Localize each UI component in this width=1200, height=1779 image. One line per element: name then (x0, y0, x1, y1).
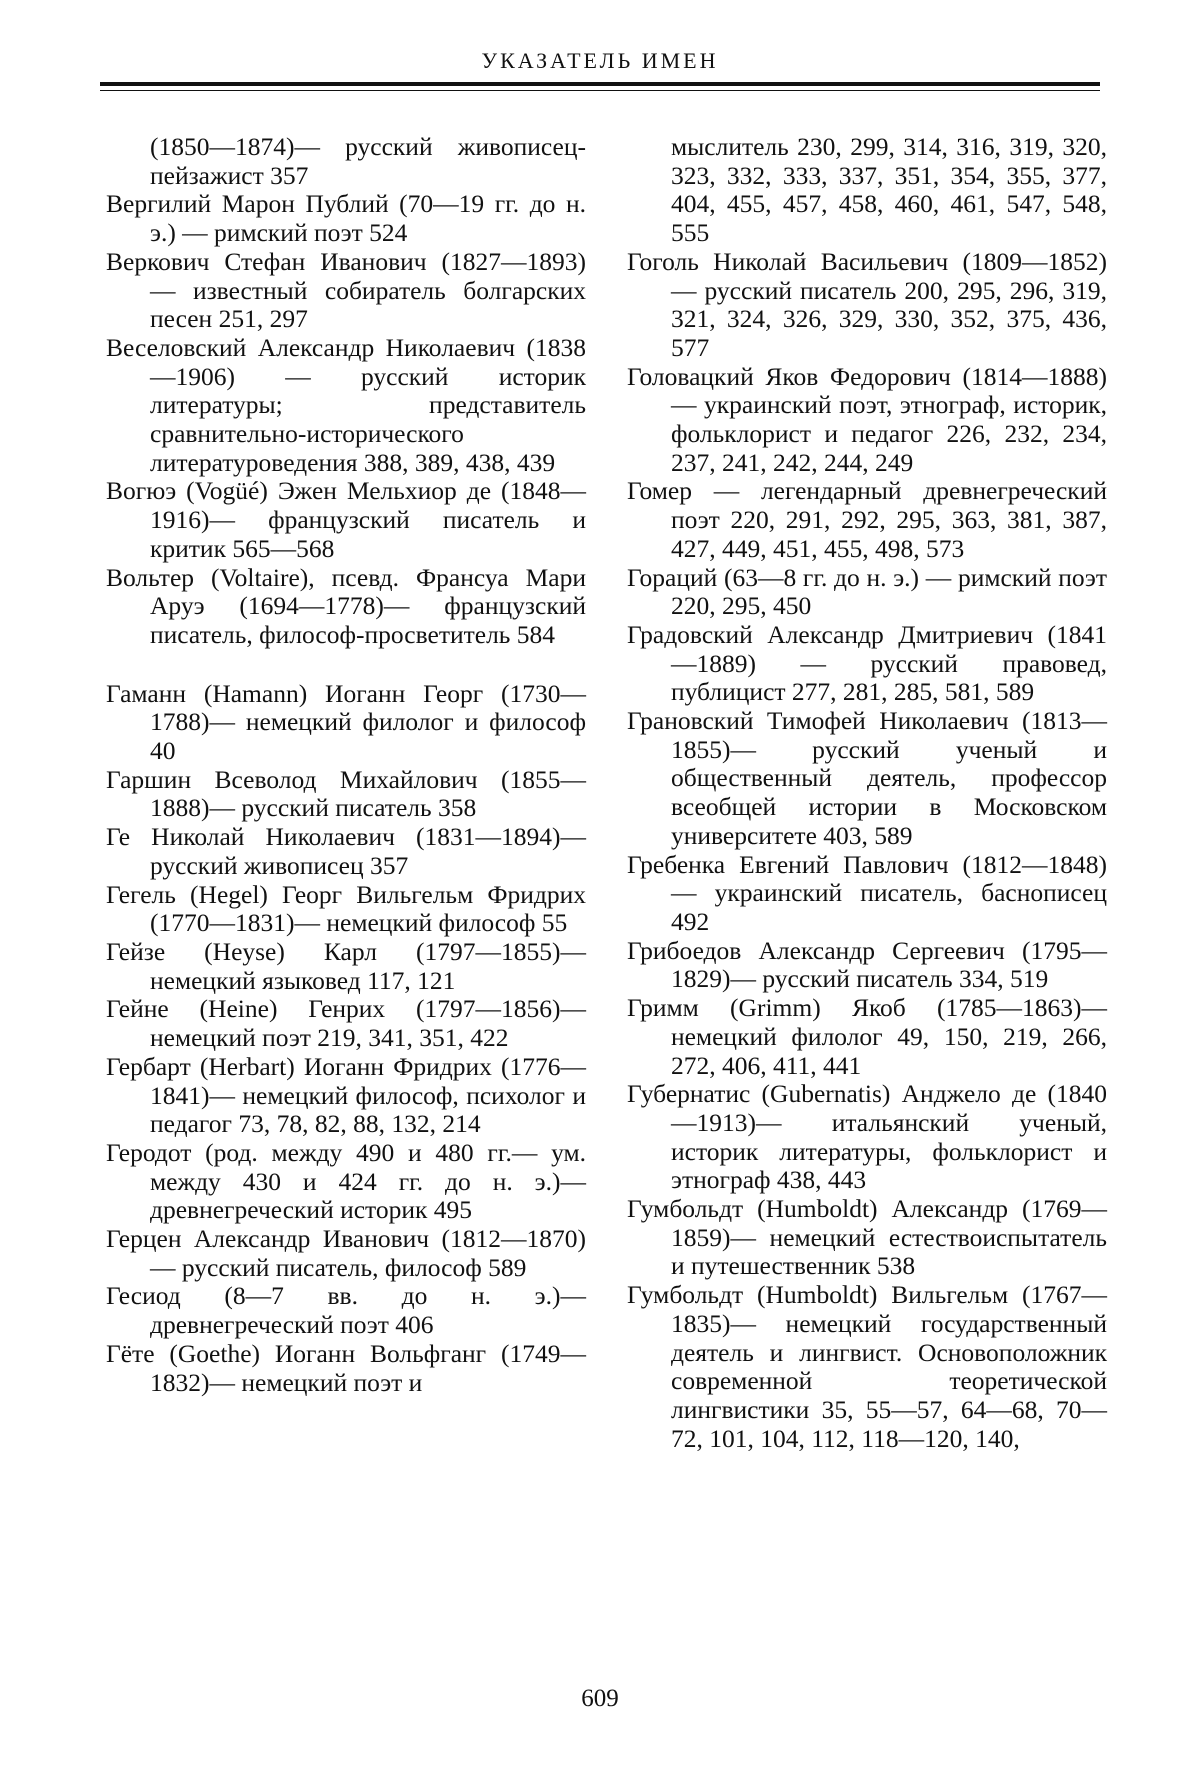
index-entry: Гумбольдт (Humboldt) Вильгельм (1767—1835)— немецкий государственный деятель и лингвист. Основоположник современной теоретической лингвистики 35, 55—57, 64—68, 70—72, 101, 104, 112, 118—120, 140, (627, 1280, 1107, 1453)
index-entry: Веселовский Александр Николаевич (1838—1906) — русский историк литературы; представитель сравнительно-исторического литературоведения 388, 389, 438, 439 (106, 332, 586, 477)
index-entry: Гаршин Всеволод Михайлович (1855—1888)— русский писатель 358 (106, 764, 586, 823)
index-entry: Гумбольдт (Humboldt) Александр (1769—1859)— немецкий естествоиспытатель и путешественник 538 (627, 1194, 1107, 1281)
header-rule-thin (100, 90, 1100, 91)
index-entry: мыслитель 230, 299, 314, 316, 319, 320, 323, 332, 333, 337, 351, 354, 355, 377, 404, 455, 457, 458, 460, 461, 547, 548, 555 (671, 132, 1107, 248)
index-entry: Геродот (род. между 490 и 480 гг.— ум. между 430 и 424 гг. до н. э.)— древнегреческий историк 495 (106, 1137, 586, 1225)
index-entry: Гейзе (Heyse) Карл (1797—1855)— немецкий языковед 117, 121 (106, 936, 586, 995)
index-entry: Гербарт (Herbart) Иоганн Фридрих (1776—1841)— немецкий философ, психолог и педагог 73, 78, 82, 88, 132, 214 (106, 1051, 586, 1139)
header-rule-thick (100, 82, 1100, 86)
index-entry: Градовский Александр Дмитриевич (1841—1889) — русский правовед, публицист 277, 281, 285, 581, 589 (627, 619, 1107, 707)
index-column-left (106, 133, 586, 1397)
index-entry: Гёте (Goethe) Иоганн Вольфганг (1749—1832)— немецкий поэт и (106, 1338, 586, 1397)
index-entry: Вольтер (Voltaire), псевд. Франсуа Мари Аруэ (1694—1778)— французский писатель, философ-просветитель 584 (106, 562, 586, 649)
index-entry: Губернатис (Gubernatis) Анджело де (1840—1913)— итальянский ученый, историк литературы, фольклорист и этнограф 438, 443 (627, 1079, 1107, 1195)
index-entry: Гаманн (Hamann) Иоганн Георг (1730—1788)— немецкий филолог и философ 40 (106, 678, 586, 766)
running-header: УКАЗАТЕЛЬ ИМЕН (481, 48, 719, 73)
page-number: 609 (581, 1685, 619, 1712)
index-entry: (1850—1874)— русский живописец-пейзажист 357 (150, 132, 586, 190)
index-entry: Вогюэ (Vogüé) Эжен Мельхиор де (1848—1916)— французский писатель и критик 565—568 (106, 476, 586, 563)
index-entry: Гоголь Николай Васильевич (1809—1852)— русский писатель 200, 295, 296, 319, 321, 324, 326, 329, 330, 352, 375, 436, 577 (627, 246, 1107, 362)
index-entry: Гримм (Grimm) Якоб (1785—1863)— немецкий филолог 49, 150, 219, 266, 272, 406, 411, 441 (627, 993, 1107, 1080)
index-entry: Гребенка Евгений Павлович (1812—1848)— украинский писатель, баснописец 492 (627, 849, 1107, 936)
index-entry: Гораций (63—8 гг. до н. э.) — римский поэт 220, 295, 450 (627, 562, 1107, 621)
index-entry: Веркович Стефан Иванович (1827—1893) — известный собиратель болгарских песен 251, 297 (106, 246, 586, 334)
index-entry: Ге Николай Николаевич (1831—1894)— русский живописец 357 (106, 822, 586, 880)
index-entry: Вергилий Марон Публий (70—19 гг. до н. э.) — римский поэт 524 (106, 189, 586, 248)
index-entry: Гегель (Hegel) Георг Вильгельм Фридрих (1770—1831)— немецкий философ 55 (106, 879, 586, 938)
letter-section-gap (106, 650, 586, 680)
index-entry: Головацкий Яков Федорович (1814—1888)— украинский поэт, этнограф, историк, фольклорист и педагог 226, 232, 234, 237, 241, 242, 244, 249 (627, 361, 1107, 477)
index-entry: Гомер — легендарный древнегреческий поэт 220, 291, 292, 295, 363, 381, 387, 427, 449, 451, 455, 498, 573 (627, 476, 1107, 563)
index-entry: Гейне (Heine) Генрих (1797—1856)— немецкий поэт 219, 341, 351, 422 (106, 994, 586, 1053)
index-entry: Грибоедов Александр Сергеевич (1795—1829)— русский писатель 334, 519 (627, 935, 1107, 994)
index-entry: Грановский Тимофей Николаевич (1813—1855)— русский ученый и общественный деятель, профессор всеобщей истории в Московском университете 403, 589 (627, 706, 1107, 850)
index-entry: Герцен Александр Иванович (1812—1870)— русский писатель, философ 589 (106, 1224, 586, 1282)
index-column-right (627, 133, 1107, 1453)
index-entry: Гесиод (8—7 вв. до н. э.)— древнегреческий поэт 406 (106, 1281, 586, 1340)
